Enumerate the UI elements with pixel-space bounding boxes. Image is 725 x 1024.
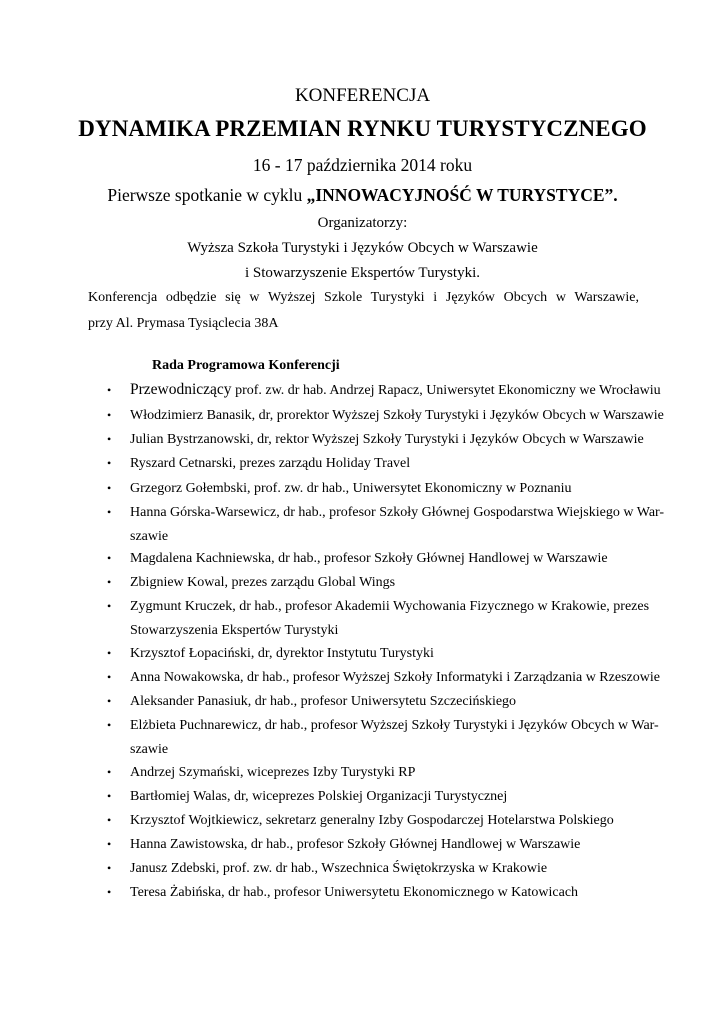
bullet-icon: • (107, 575, 112, 589)
bullet-icon: • (107, 456, 112, 470)
bullet-icon: • (107, 694, 112, 708)
conference-date: 16 - 17 października 2014 roku (252, 155, 473, 175)
council-member-text: Krzysztof Łopaciński, dr, dyrektor Instytutu Turystyki (130, 646, 434, 661)
bullet-icon: • (107, 432, 112, 446)
conference-title: DYNAMIKA PRZEMIAN RYNKU TURYSTYCZNEGO (78, 116, 647, 141)
council-member-text: Bartłomiej Walas, dr, wiceprezes Polskiej Organizacji Turystycznej (130, 789, 508, 804)
council-member-text: Hanna Górska-Warsewicz, dr hab., profesor Szkoły Głównej Gospodarstwa Wiejskiego w War- (130, 505, 665, 520)
bullet-icon: • (107, 481, 112, 495)
bullet-icon: • (107, 813, 112, 827)
bullet-icon: • (107, 646, 112, 660)
council-member-text: Elżbieta Puchnarewicz, dr hab., profesor Wyższej Szkoły Turystyki i Języków Obcych w War- (130, 718, 659, 733)
bullet-icon: • (107, 837, 112, 851)
council-member-text: Hanna Zawistowska, dr hab., profesor Szkoły Głównej Handlowej w Warszawie (130, 837, 581, 852)
council-member-text: Teresa Żabińska, dr hab., profesor Uniwersytetu Ekonomicznego w Katowicach (130, 885, 579, 900)
council-member-detail: prof. zw. dr hab. Andrzej Rapacz, Uniwersytet Ekonomiczny we Wrocławiu (231, 383, 661, 398)
council-member-text: Zygmunt Kruczek, dr hab., profesor Akademii Wychowania Fizycznego w Krakowie, prezes (130, 599, 650, 614)
cycle-name: „INNOWACYJNOŚĆ W TURYSTYCE”. (306, 185, 618, 205)
bullet-icon: • (107, 718, 112, 732)
bullet-icon: • (107, 789, 112, 803)
bullet-icon: • (107, 551, 112, 565)
council-member-text: Aleksander Panasiuk, dr hab., profesor Uniwersytetu Szczecińskiego (130, 694, 517, 709)
venue-line-1: Konferencja odbędzie się w Wyższej Szkole Turystyki i Języków Obcych w Warszawie, (88, 290, 639, 305)
venue-line-2: przy Al. Prymasa Tysiąclecia 38A (88, 316, 279, 331)
bullet-icon: • (107, 383, 112, 397)
council-member-text: Janusz Zdebski, prof. zw. dr hab., Wszechnica Świętokrzyska w Krakowie (130, 861, 548, 876)
bullet-icon: • (107, 861, 112, 875)
organizer-1: Wyższa Szkoła Turystyki i Języków Obcych w Warszawie (187, 240, 538, 256)
council-member-text: Krzysztof Wojtkiewicz, sekretarz generalny Izby Gospodarczej Hotelarstwa Polskiego (130, 813, 614, 828)
conference-kicker: KONFERENCJA (294, 85, 431, 106)
organizers-label: Organizatorzy: (317, 215, 408, 231)
organizer-2: i Stowarzyszenie Ekspertów Turystyki. (245, 265, 480, 281)
council-member-text: Włodzimierz Banasik, dr, prorektor Wyższej Szkoły Turystyki i Języków Obcych w Warszawie (130, 408, 664, 423)
council-heading: Rada Programowa Konferencji (152, 358, 340, 373)
bullet-icon: • (107, 408, 112, 422)
bullet-icon: • (107, 765, 112, 779)
council-member-continuation: szawie (130, 742, 169, 757)
cycle-prefix: Pierwsze spotkanie w cyklu (107, 185, 307, 205)
bullet-icon: • (107, 670, 112, 684)
council-member-text: Julian Bystrzanowski, dr, rektor Wyższej Szkoły Turystyki i Języków Obcych w Warszawie (130, 432, 644, 447)
council-member-text: Ryszard Cetnarski, prezes zarządu Holiday Travel (130, 456, 411, 471)
council-member-text: Zbigniew Kowal, prezes zarządu Global Wings (130, 575, 396, 590)
conference-cycle (0, 185, 725, 206)
chair-label: Przewodniczący (130, 381, 232, 398)
council-member-text (130, 381, 661, 399)
council-member-continuation: szawie (130, 529, 169, 544)
bullet-icon: • (107, 505, 112, 519)
council-member-continuation: Stowarzyszenia Ekspertów Turystyki (130, 623, 339, 638)
council-member-text: Anna Nowakowska, dr hab., profesor Wyższej Szkoły Informatyki i Zarządzania w Rzeszowie (130, 670, 660, 685)
bullet-icon: • (107, 599, 112, 613)
council-member-text: Andrzej Szymański, wiceprezes Izby Turystyki RP (130, 765, 416, 780)
council-member-text: Grzegorz Gołembski, prof. zw. dr hab., Uniwersytet Ekonomiczny w Poznaniu (130, 481, 572, 496)
council-member-text: Magdalena Kachniewska, dr hab., profesor Szkoły Głównej Handlowej w Warszawie (130, 551, 608, 566)
bullet-icon: • (107, 885, 112, 899)
